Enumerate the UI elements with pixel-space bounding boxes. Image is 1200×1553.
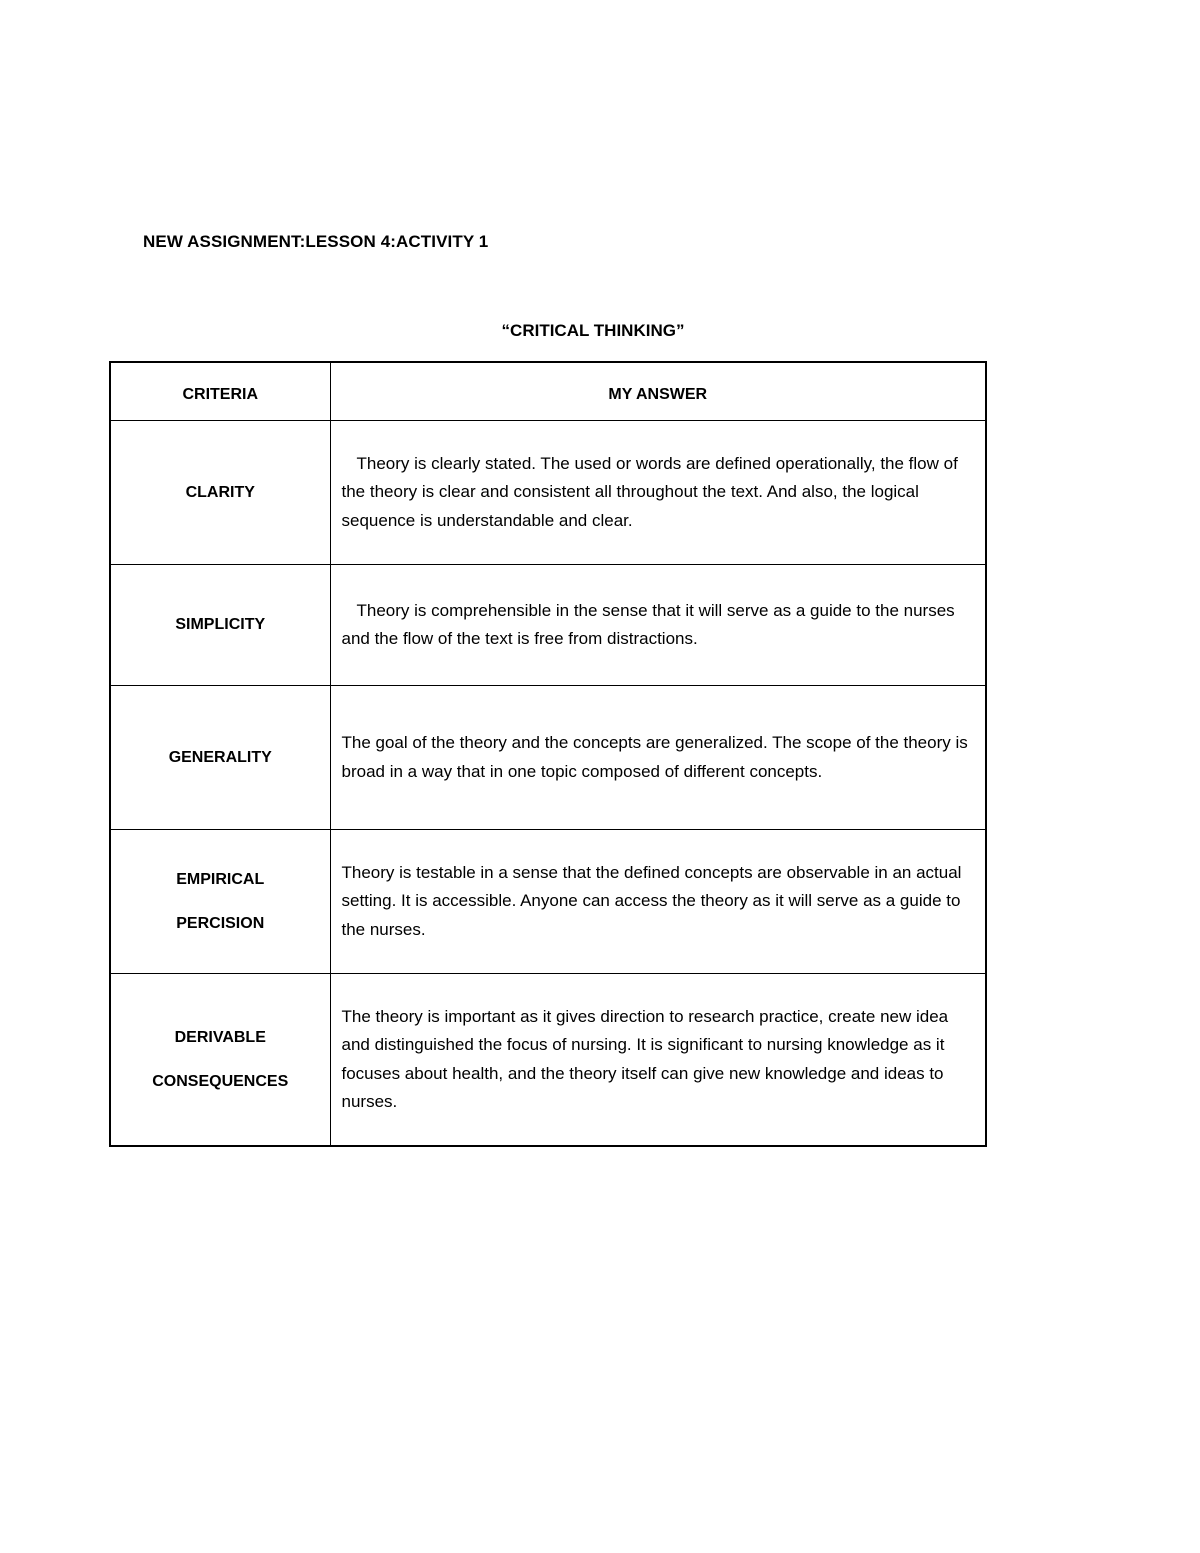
table-header-row (110, 362, 986, 421)
answer-cell (330, 974, 986, 1147)
document-title: “CRITICAL THINKING” (501, 321, 685, 340)
criteria-cell (110, 421, 330, 565)
assignment-heading: NEW ASSIGNMENT:LESSON 4:ACTIVITY 1 (143, 232, 489, 251)
criteria-label: CLARITY (185, 483, 255, 501)
criteria-cell (110, 565, 330, 686)
header-cell-criteria (110, 362, 330, 421)
answer-cell (330, 421, 986, 565)
criteria-table (109, 361, 987, 1147)
answer-text: Theory is testable in a sense that the defined concepts are observable in an actual setting. It is accessible. Anyone can access the theory as it will serve as a guide to the nurses. (341, 862, 962, 939)
answer-text: The goal of the theory and the concepts are generalized. The scope of the theory is broad in a way that in one topic composed of different concepts. (341, 733, 968, 781)
table-row (110, 830, 986, 974)
answer-text: The theory is important as it gives direction to research practice, create new idea and distinguished the focus of nursing. It is significant to nursing knowledge as it focuses about health, and the theory itself can give new knowledge and ideas to nurses. (341, 1006, 949, 1111)
criteria-label: GENERALITY (168, 748, 272, 766)
answer-text: Theory is comprehensible in the sense that it will serve as a guide to the nurses and the flow of the text is free from distractions. (341, 600, 955, 648)
criteria-cell (110, 686, 330, 830)
answer-cell (330, 686, 986, 830)
table-row (110, 565, 986, 686)
answer-column-header: MY ANSWER (608, 386, 708, 403)
table-row (110, 421, 986, 565)
criteria-cell (110, 974, 330, 1147)
criteria-label: EMPIRICAL (176, 870, 265, 888)
criteria-column-header: CRITERIA (182, 386, 259, 403)
answer-cell (330, 830, 986, 974)
criteria-label: DERIVABLE (174, 1028, 266, 1046)
criteria-label: SIMPLICITY (175, 616, 266, 633)
answer-cell (330, 565, 986, 686)
criteria-cell (110, 830, 330, 974)
criteria-label: CONSEQUENCES (152, 1072, 289, 1090)
answer-text: Theory is clearly stated. The used or words are defined operationally, the flow of the theory is clear and consistent all throughout the text. And also, the logical sequence is understandable and clear. (341, 453, 958, 530)
criteria-label: PERCISION (176, 914, 265, 932)
table-row (110, 974, 986, 1147)
header-cell-answer (330, 362, 986, 421)
table-row (110, 686, 986, 830)
